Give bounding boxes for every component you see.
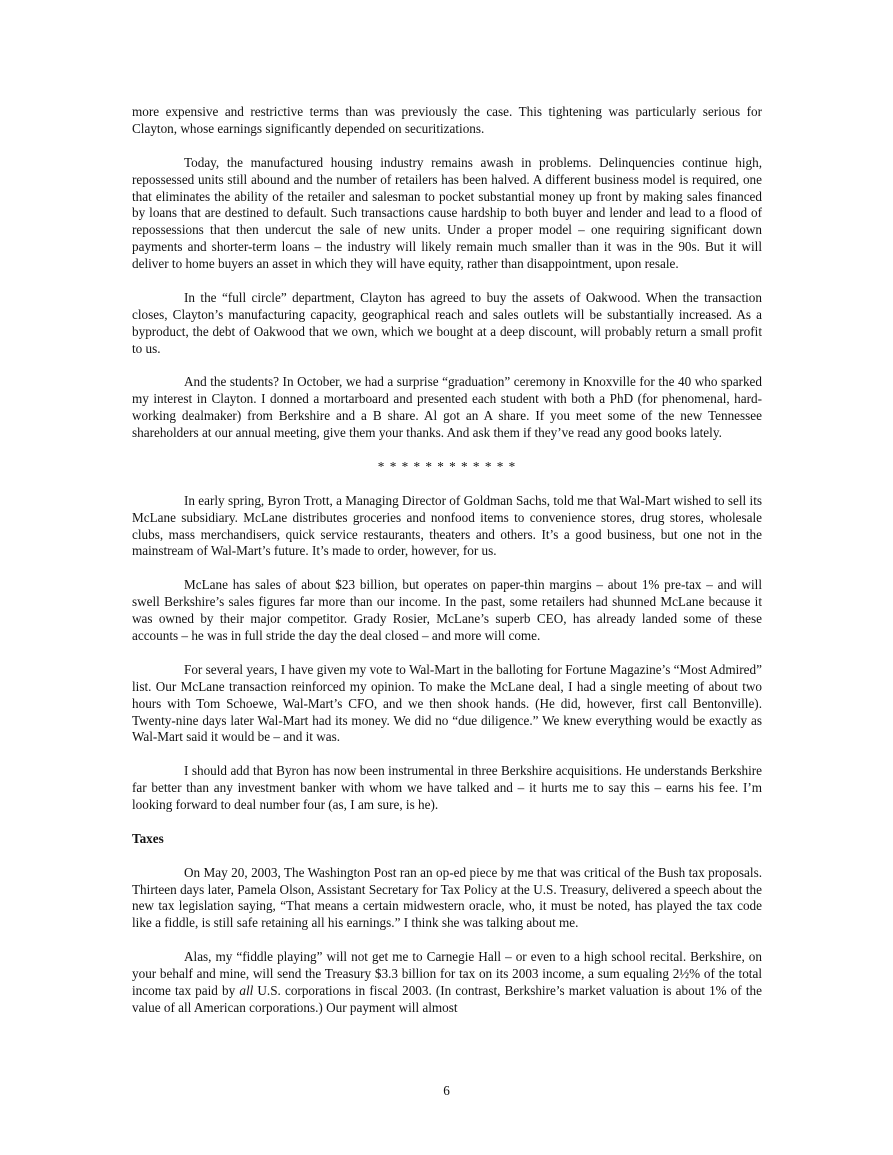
- text-run: U.S. corporations in fiscal 2003. (In contrast, Berkshire’s market valuation is about 1% of the value of all American corporations.) Our payment will almost: [132, 982, 762, 1015]
- section-separator: * * * * * * * * * * * *: [377, 458, 517, 474]
- paragraph: [132, 949, 762, 1017]
- paragraph: For several years, I have given my vote to Wal-Mart in the balloting for Fortune Magazine’s “Most Admired” list. Our McLane transaction reinforced my opinion. To make the McLane deal, I had a single meeting of about two hours with Tom Schoewe, Wal-Mart’s CFO, and we then shook hands. (He did, however, first call Bentonville). Twenty-nine days later Wal-Mart had its money. We did no “due diligence.” We knew everything would be exactly as Wal-Mart said it would be – and it was.: [132, 661, 762, 745]
- paragraph: And the students? In October, we had a surprise “graduation” ceremony in Knoxville for the 40 who sparked my interest in Clayton. I donned a mortarboard and presented each student with both a PhD (for phenomenal, hard-working dealmaker) from Berkshire and a B share. Al got an A share. If you meet some of the new Tennessee shareholders at our annual meeting, give them your thanks. And ask them if they’ve read any good books lately.: [132, 374, 762, 441]
- paragraph: On May 20, 2003, The Washington Post ran an op-ed piece by me that was critical of the Bush tax proposals. Thirteen days later, Pamela Olson, Assistant Secretary for Tax Policy at the U.S. Treasury, delivered a speech about the new tax legislation saying, “That means a certain midwestern oracle, who, it must be noted, has played the tax code like a fiddle, is still safe retaining all his earnings.” I think she was talking about me.: [132, 864, 762, 931]
- italic-text: all: [239, 982, 254, 998]
- paragraph: more expensive and restrictive terms than was previously the case. This tightening was particularly serious for Clayton, whose earnings significantly depended on securitizations.: [132, 104, 762, 136]
- document-page: [132, 104, 762, 1034]
- section-heading: Taxes: [132, 830, 164, 846]
- paragraph: McLane has sales of about $23 billion, but operates on paper-thin margins – about 1% pre-tax – and will swell Berkshire’s sales figures far more than our income. In the past, some retailers had shunned McLane because it was owned by their major competitor. Grady Rosier, McLane’s superb CEO, has already landed some of these accounts – he was in full stride the day the deal closed – and more will come.: [132, 577, 762, 643]
- text-run: Alas, my “fiddle playing” will not get me to Carnegie Hall – or even to a high school recital. Berkshire, on your behalf and mine, will send the Treasury $3.3 billion for tax on its 2003 income, a sum equaling 2½% of the total income tax paid by: [132, 949, 762, 998]
- page-number: 6: [443, 1083, 450, 1098]
- paragraph: Today, the manufactured housing industry remains awash in problems. Delinquencies continue high, repossessed units still abound and the number of retailers has been halved. A different business model is required, one that eliminates the ability of the retailer and salesman to pocket substantial money up front by making sales financed by loans that are destined to default. Such transactions cause hardship to both buyer and lender and lead to a flood of repossessions that then undercut the sale of new units. Under a proper model – one requiring significant down payments and shorter-term loans – the industry will likely remain much smaller than it was in the 90s. But it will deliver to home buyers an asset in which they will have equity, rather than disappointment, upon resale.: [132, 154, 762, 272]
- paragraph: In the “full circle” department, Clayton has agreed to buy the assets of Oakwood. When the transaction closes, Clayton’s manufacturing capacity, geographical reach and sales outlets will be substantially increased. As a byproduct, the debt of Oakwood that we own, which we bought at a deep discount, will probably return a small profit to us.: [132, 289, 762, 356]
- paragraph: In early spring, Byron Trott, a Managing Director of Goldman Sachs, told me that Wal-Mart wished to sell its McLane subsidiary. McLane distributes groceries and nonfood items to convenience stores, drug stores, wholesale clubs, mass merchandisers, quick service restaurants, theaters and others. It’s a good business, but one not in the mainstream of Wal-Mart’s future. It’s made to order, however, for us.: [132, 492, 762, 559]
- paragraph: I should add that Byron has now been instrumental in three Berkshire acquisitions. He understands Berkshire far better than any investment banker with whom we have talked and – it hurts me to say this – earns his fee. I’m looking forward to deal number four (as, I am sure, is he).: [132, 763, 762, 813]
